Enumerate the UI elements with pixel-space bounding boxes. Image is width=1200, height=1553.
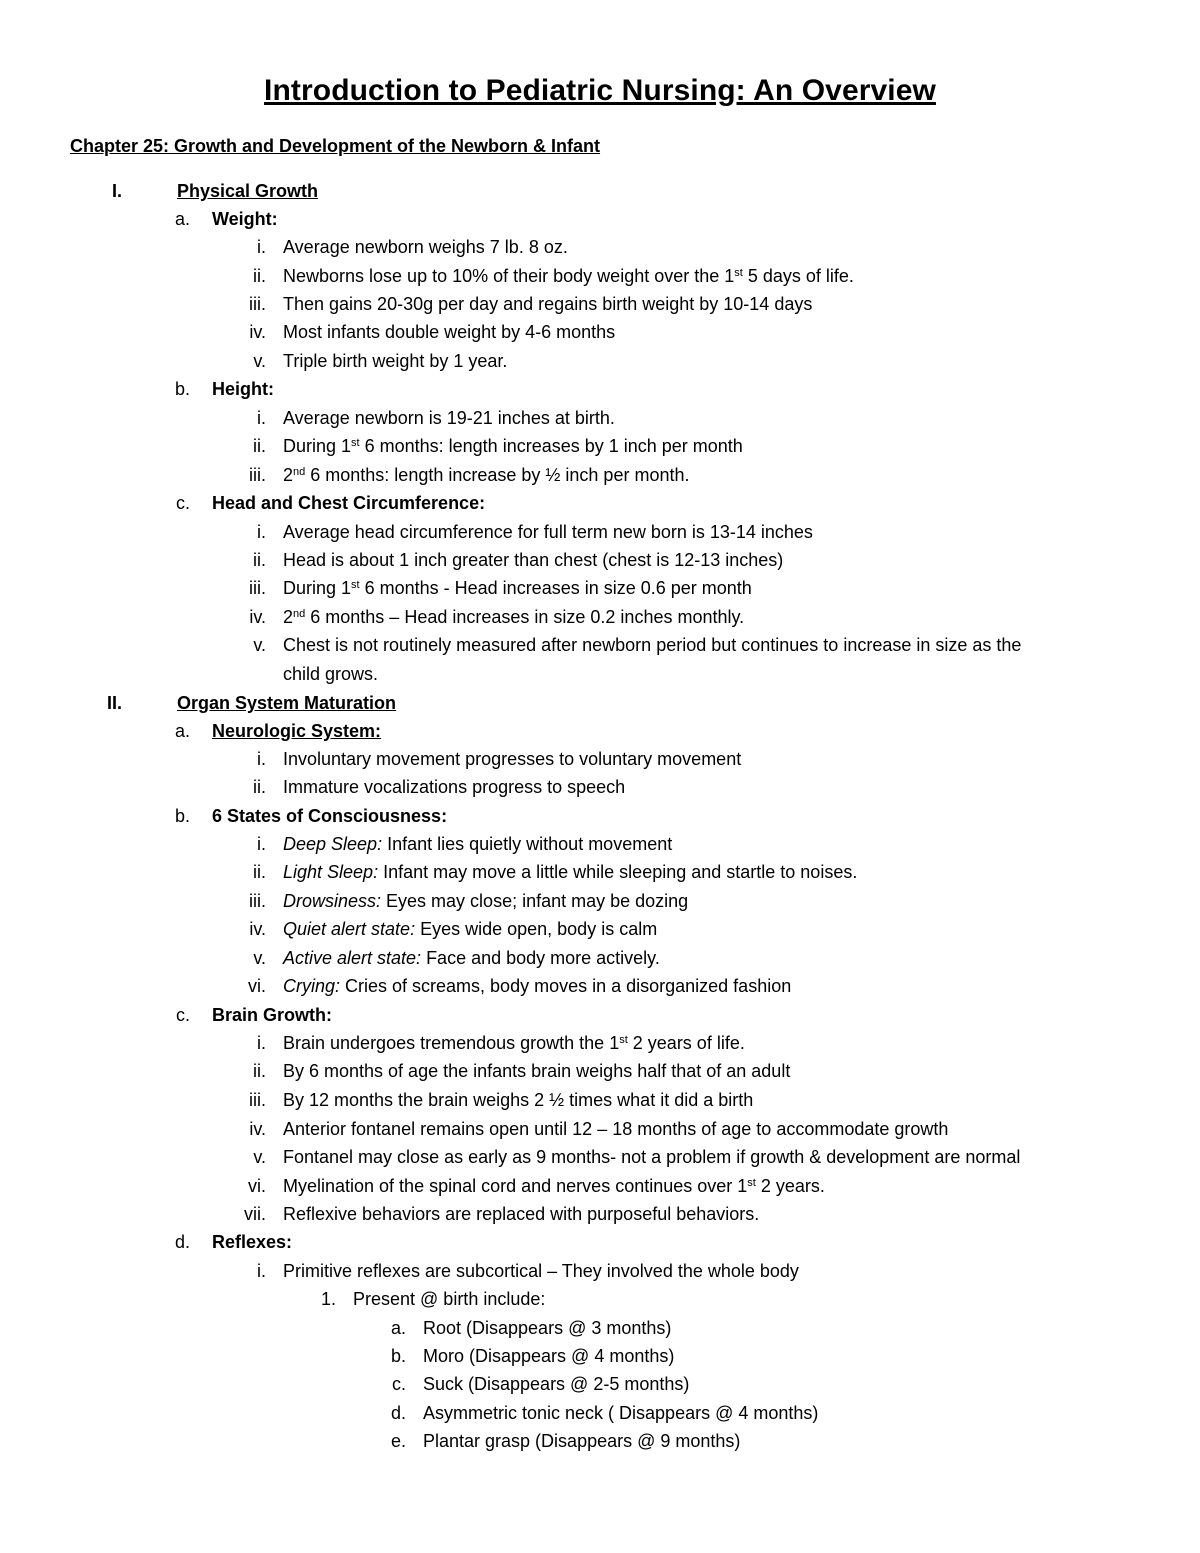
subsection-heading: Reflexes: <box>212 1232 293 1252</box>
item-marker: ii. <box>253 550 266 570</box>
item-marker: iii. <box>249 465 266 485</box>
list-item <box>283 574 752 602</box>
item-marker: d. <box>390 1403 406 1423</box>
item-text: 5 days of life. <box>742 266 854 286</box>
reflex-item: Asymmetric tonic neck ( Disappears @ 4 months) <box>423 1403 819 1423</box>
reflex-item: Moro (Disappears @ 4 months) <box>423 1346 675 1366</box>
item-marker: ii. <box>253 1061 266 1081</box>
item-marker: i. <box>257 237 266 257</box>
ordinal-suffix: st <box>351 437 360 449</box>
list-item: Average head circumference for full term new born is 13-14 inches <box>283 522 813 542</box>
item-marker: iv. <box>249 1119 266 1139</box>
item-marker: v. <box>253 635 266 655</box>
item-marker: i. <box>257 749 266 769</box>
list-item <box>283 887 688 915</box>
subsection-heading: Height: <box>212 379 274 399</box>
item-marker: v. <box>253 948 266 968</box>
item-marker: iii. <box>249 294 266 314</box>
list-item <box>283 603 744 631</box>
list-item: Anterior fontanel remains open until 12 – 18 months of age to accommodate growth <box>283 1119 949 1139</box>
state-description: Infant lies quietly without movement <box>382 834 673 854</box>
item-marker: vi. <box>248 1176 266 1196</box>
list-item <box>283 915 657 943</box>
item-text: 2 <box>283 465 294 485</box>
list-item <box>283 1172 825 1200</box>
item-marker: i. <box>257 1033 266 1053</box>
reflex-item: Root (Disappears @ 3 months) <box>423 1318 672 1338</box>
subsection-marker: c. <box>175 1005 190 1025</box>
list-item: Reflexive behaviors are replaced with purposeful behaviors. <box>283 1204 760 1224</box>
item-text: 2 years. <box>755 1176 825 1196</box>
list-item <box>283 262 854 290</box>
reflex-item: Suck (Disappears @ 2-5 months) <box>423 1374 690 1394</box>
ordinal-suffix: st <box>734 267 743 279</box>
item-marker: v. <box>253 1147 266 1167</box>
list-item: Fontanel may close as early as 9 months- not a problem if growth & development are normal <box>283 1147 1021 1167</box>
item-text: Brain undergoes tremendous growth the 1 <box>283 1033 620 1053</box>
ordinal-suffix: st <box>747 1177 756 1189</box>
subsection-heading: Neurologic System: <box>212 721 382 741</box>
item-text: 2 <box>283 607 294 627</box>
item-marker: c. <box>391 1374 406 1394</box>
item-text: Myelination of the spinal cord and nerves continues over 1 <box>283 1176 748 1196</box>
list-item: By 12 months the brain weighs 2 ½ times what it did a birth <box>283 1090 754 1110</box>
item-text: 6 months: length increase by ½ inch per month. <box>305 465 690 485</box>
subsection-heading: Brain Growth: <box>212 1005 332 1025</box>
state-description: Infant may move a little while sleeping and startle to noises. <box>378 862 858 882</box>
section-marker: II. <box>106 693 122 713</box>
item-marker: v. <box>253 351 266 371</box>
list-item: Most infants double weight by 4-6 months <box>283 322 616 342</box>
item-marker: i. <box>257 408 266 428</box>
item-marker: iv. <box>249 919 266 939</box>
list-item <box>283 432 743 460</box>
subsection-heading: Weight: <box>212 209 278 229</box>
reflex-item: Plantar grasp (Disappears @ 9 months) <box>423 1431 741 1451</box>
subsection-marker: b. <box>174 379 190 399</box>
item-marker: i. <box>257 522 266 542</box>
list-item: Involuntary movement progresses to voluntary movement <box>283 749 742 769</box>
list-item-continuation: child grows. <box>283 664 379 684</box>
ordinal-suffix: nd <box>293 466 306 478</box>
item-marker: b. <box>390 1346 406 1366</box>
list-item <box>283 461 689 489</box>
list-item: Present @ birth include: <box>353 1289 546 1309</box>
chapter-heading: Chapter 25: Growth and Development of the Newborn & Infant <box>70 136 601 156</box>
item-marker: iv. <box>249 322 266 342</box>
item-marker: iii. <box>249 578 266 598</box>
list-item <box>283 1029 745 1057</box>
item-marker: iii. <box>249 1090 266 1110</box>
ordinal-suffix: nd <box>293 608 306 620</box>
item-marker: iv. <box>249 607 266 627</box>
item-text: Newborns lose up to 10% of their body weight over the 1 <box>283 266 735 286</box>
item-marker: i. <box>257 1261 266 1281</box>
list-item: Immature vocalizations progress to speech <box>283 777 626 797</box>
state-description: Face and body more actively. <box>421 948 660 968</box>
list-item: Average newborn is 19-21 inches at birth. <box>283 408 615 428</box>
section-marker: I. <box>111 181 122 201</box>
list-item: Triple birth weight by 1 year. <box>283 351 508 371</box>
item-text: 2 years of life. <box>627 1033 745 1053</box>
list-item <box>283 972 791 1000</box>
list-item: Then gains 20-30g per day and regains birth weight by 10-14 days <box>283 294 813 314</box>
item-marker: e. <box>390 1431 406 1451</box>
item-text: During 1 <box>283 578 352 598</box>
item-marker: 1. <box>320 1289 336 1309</box>
subsection-marker: a. <box>174 209 190 229</box>
state-term: Deep Sleep: <box>283 834 383 854</box>
subsection-marker: c. <box>175 493 190 513</box>
item-text: During 1 <box>283 436 352 456</box>
list-item: Average newborn weighs 7 lb. 8 oz. <box>283 237 568 257</box>
item-marker: ii. <box>253 266 266 286</box>
subsection-heading: Head and Chest Circumference: <box>212 493 486 513</box>
state-term: Active alert state: <box>283 948 422 968</box>
subsection-marker: b. <box>174 806 190 826</box>
document-title: Introduction to Pediatric Nursing: An Overview <box>264 74 936 107</box>
ordinal-suffix: st <box>351 579 360 591</box>
item-marker: vi. <box>248 976 266 996</box>
item-text: 6 months – Head increases in size 0.2 inches monthly. <box>305 607 745 627</box>
state-term: Quiet alert state: <box>283 919 416 939</box>
subsection-marker: a. <box>174 721 190 741</box>
subsection-heading: 6 States of Consciousness: <box>212 806 448 826</box>
section-heading: Physical Growth <box>177 181 319 201</box>
state-term: Drowsiness: <box>283 891 382 911</box>
list-item: Head is about 1 inch greater than chest (chest is 12-13 inches) <box>283 550 784 570</box>
item-marker: ii. <box>253 436 266 456</box>
list-item: Chest is not routinely measured after newborn period but continues to increase in size as the <box>283 635 1022 655</box>
item-marker: a. <box>390 1318 406 1338</box>
item-marker: iii. <box>249 891 266 911</box>
list-item <box>283 830 672 858</box>
state-description: Eyes may close; infant may be dozing <box>381 891 689 911</box>
section-heading: Organ System Maturation <box>177 693 397 713</box>
list-item <box>283 944 660 972</box>
item-marker: i. <box>257 834 266 854</box>
list-item <box>283 858 857 886</box>
subsection-marker: d. <box>174 1232 190 1252</box>
item-marker: ii. <box>253 862 266 882</box>
item-marker: vii. <box>244 1204 266 1224</box>
item-text: 6 months - Head increases in size 0.6 per month <box>359 578 752 598</box>
state-term: Crying: <box>283 976 341 996</box>
state-description: Cries of screams, body moves in a disorganized fashion <box>340 976 792 996</box>
list-item: By 6 months of age the infants brain weighs half that of an adult <box>283 1061 791 1081</box>
state-description: Eyes wide open, body is calm <box>415 919 658 939</box>
item-marker: ii. <box>253 777 266 797</box>
list-item: Primitive reflexes are subcortical – They involved the whole body <box>283 1261 799 1281</box>
state-term: Light Sleep: <box>283 862 379 882</box>
ordinal-suffix: st <box>619 1034 628 1046</box>
item-text: 6 months: length increases by 1 inch per month <box>359 436 743 456</box>
